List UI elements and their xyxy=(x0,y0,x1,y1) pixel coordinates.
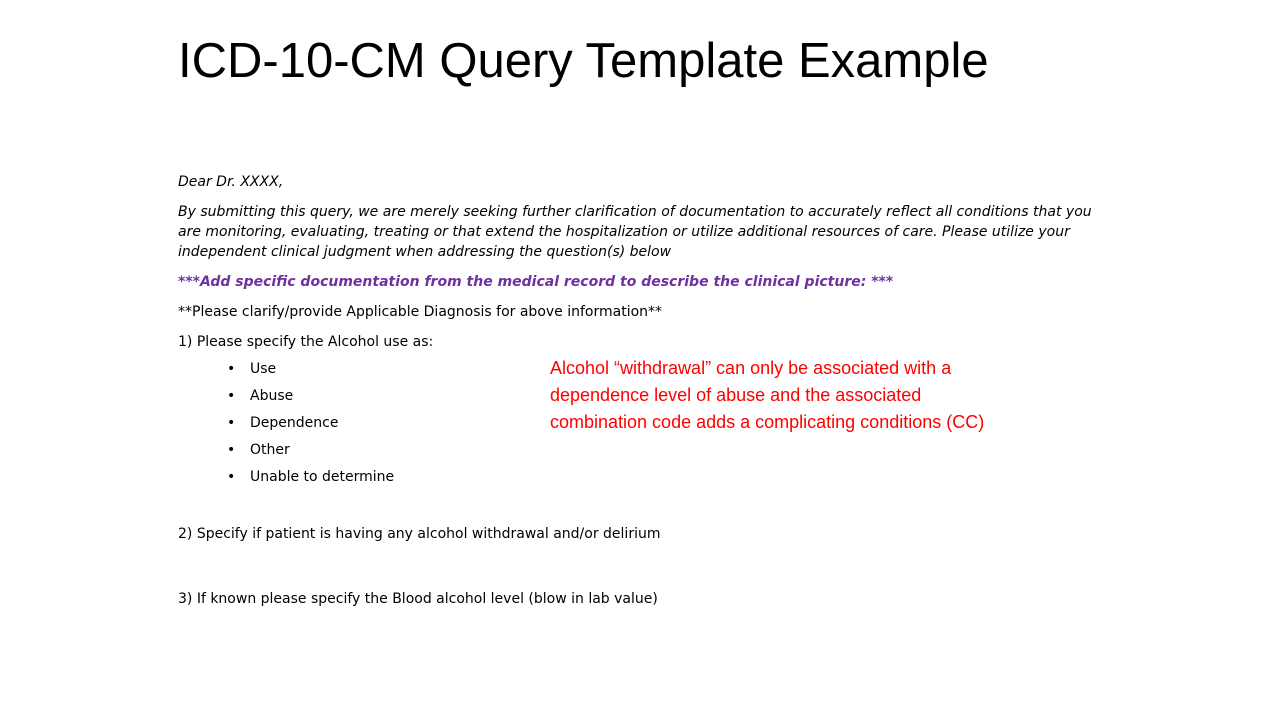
bullet-icon: • xyxy=(227,442,236,458)
bullet-icon: • xyxy=(227,415,236,431)
list-item xyxy=(227,440,1093,467)
option-label: Dependence xyxy=(250,415,339,431)
bullet-icon: • xyxy=(227,469,236,485)
bullet-icon: • xyxy=(227,388,236,404)
option-label: Unable to determine xyxy=(250,469,395,485)
question-3: 3) If known please specify the Blood alcohol level (blow in lab value) xyxy=(178,591,658,607)
intro-paragraph: By submitting this query, we are merely seeking further clarification of documentation to accurately reflect all conditions that you are monitoring, evaluating, treating or that extend the hospitalization or utilize additional resources of care. Please utilize your independent clinical judgment when addressing the question(s) below xyxy=(178,204,1092,260)
question-2: 2) Specify if patient is having any alcohol withdrawal and/or delirium xyxy=(178,526,661,542)
greeting: Dear Dr. XXXX, xyxy=(178,174,284,190)
clarify-text: **Please clarify/provide Applicable Diagnosis for above information** xyxy=(178,304,663,320)
option-label: Other xyxy=(250,442,290,458)
option-label: Use xyxy=(250,361,277,377)
list-item xyxy=(227,467,1093,494)
bullet-icon: • xyxy=(227,361,236,377)
withdrawal-note: Alcohol “withdrawal” can only be associated with a dependence level of abuse and the associated combination code adds a complicating conditions (CC) xyxy=(550,358,985,432)
slide-title: ICD-10-CM Query Template Example xyxy=(178,34,989,88)
instruction-text: ***Add specific documentation from the medical record to describe the clinical picture: *** xyxy=(178,274,894,290)
option-label: Abuse xyxy=(250,388,294,404)
question-1: 1) Please specify the Alcohol use as: xyxy=(178,334,434,350)
